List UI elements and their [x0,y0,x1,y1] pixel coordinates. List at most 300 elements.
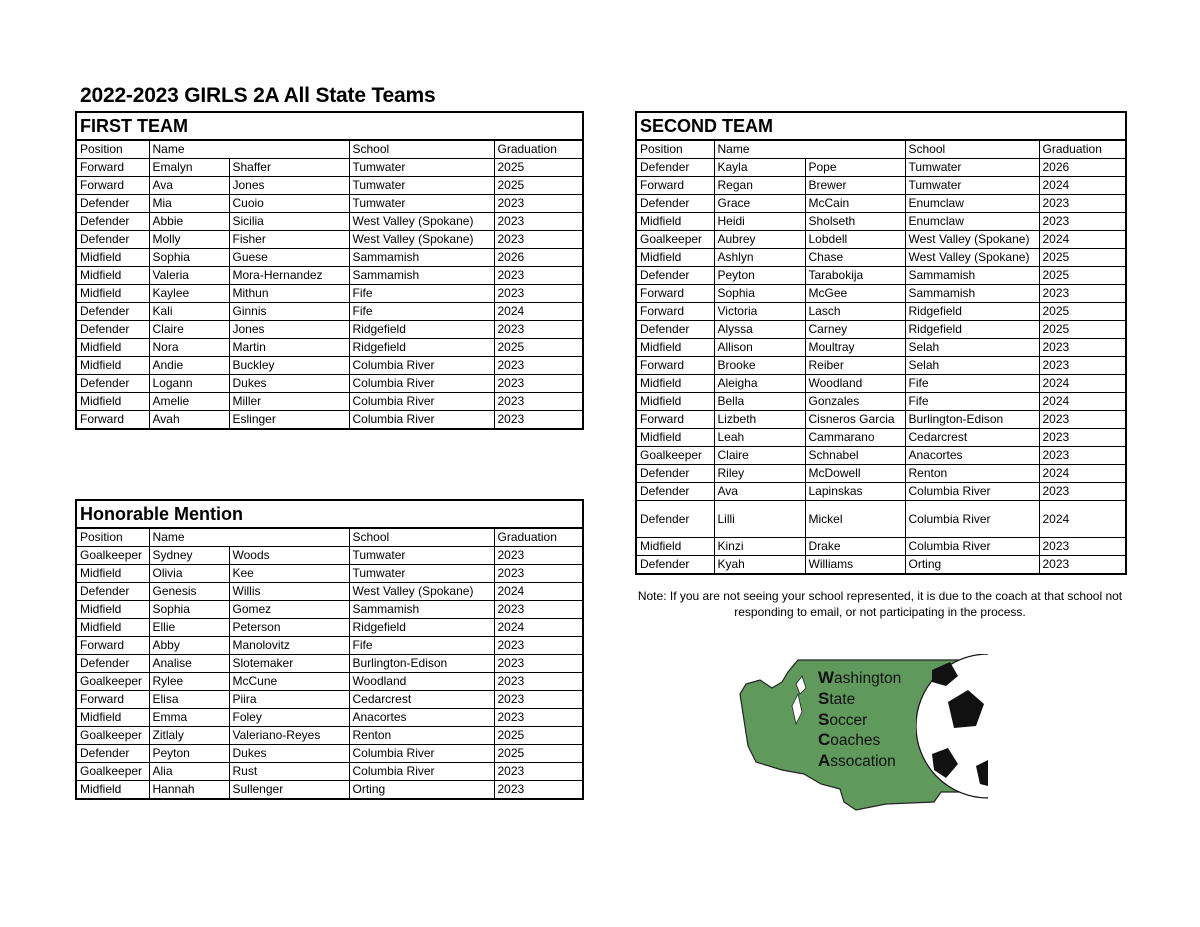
cell-graduation: 2024 [1039,501,1126,538]
table-row [76,637,583,655]
cell-last-name: Woods [229,547,349,565]
cell-position: Forward [636,177,714,195]
cell-graduation: 2023 [1039,339,1126,357]
table-row [636,339,1126,357]
cell-graduation: 2023 [494,411,583,430]
table-row [76,727,583,745]
table-header-row [76,140,583,159]
cell-school: Columbia River [349,763,494,781]
cell-graduation: 2025 [494,745,583,763]
cell-graduation: 2023 [1039,411,1126,429]
cell-school: Orting [349,781,494,800]
cell-first-name: Aleigha [714,375,805,393]
cell-first-name: Alia [149,763,229,781]
cell-graduation: 2023 [1039,195,1126,213]
cell-school: Anacortes [905,447,1039,465]
cell-school: Sammamish [905,267,1039,285]
header-graduation: Graduation [1039,140,1126,159]
cell-last-name: Williams [805,556,905,575]
cell-position: Defender [76,321,149,339]
cell-graduation: 2023 [494,231,583,249]
cell-graduation: 2023 [494,195,583,213]
cell-last-name: Gomez [229,601,349,619]
table-row [76,745,583,763]
cell-school: Fife [349,303,494,321]
first-team-title: FIRST TEAM [76,112,583,140]
cell-last-name: Kee [229,565,349,583]
table-row [636,538,1126,556]
table-row [636,267,1126,285]
cell-position: Midfield [76,781,149,800]
cell-graduation: 2023 [494,267,583,285]
cell-school: Anacortes [349,709,494,727]
table-row [76,159,583,177]
cell-last-name: Rust [229,763,349,781]
cell-last-name: Moultray [805,339,905,357]
cell-school: Sammamish [905,285,1039,303]
cell-graduation: 2023 [1039,538,1126,556]
cell-school: Tumwater [349,565,494,583]
cell-graduation: 2025 [494,339,583,357]
cell-graduation: 2023 [494,393,583,411]
cell-first-name: Rylee [149,673,229,691]
cell-last-name: Carney [805,321,905,339]
cell-school: Columbia River [349,375,494,393]
cell-school: Fife [349,285,494,303]
cell-position: Midfield [636,393,714,411]
cell-first-name: Lilli [714,501,805,538]
cell-position: Defender [636,501,714,538]
cell-school: Fife [905,375,1039,393]
cell-first-name: Sydney [149,547,229,565]
table-row [76,195,583,213]
cell-position: Midfield [636,538,714,556]
cell-school: Tumwater [349,547,494,565]
cell-first-name: Olivia [149,565,229,583]
table-row [76,709,583,727]
cell-last-name: Valeriano-Reyes [229,727,349,745]
cell-last-name: Dukes [229,375,349,393]
first-team-table [75,111,584,430]
table-row [636,429,1126,447]
cell-last-name: Mickel [805,501,905,538]
cell-school: Cedarcrest [905,429,1039,447]
cell-first-name: Mia [149,195,229,213]
cell-school: Columbia River [349,411,494,430]
cell-last-name: Miller [229,393,349,411]
cell-last-name: Ginnis [229,303,349,321]
logo-text: Washington State Soccer Coaches Assocation [818,668,902,771]
cell-last-name: Dukes [229,745,349,763]
cell-school: Columbia River [905,483,1039,501]
table-row [76,393,583,411]
cell-graduation: 2025 [1039,249,1126,267]
cell-first-name: Ellie [149,619,229,637]
cell-position: Midfield [76,285,149,303]
cell-last-name: Shaffer [229,159,349,177]
cell-position: Defender [636,195,714,213]
header-school: School [905,140,1039,159]
cell-position: Midfield [636,429,714,447]
table-row [76,321,583,339]
cell-graduation: 2023 [1039,213,1126,231]
cell-school: Columbia River [905,538,1039,556]
table-row [636,447,1126,465]
table-row [76,763,583,781]
cell-first-name: Hannah [149,781,229,800]
table-row [76,249,583,267]
cell-school: Tumwater [905,177,1039,195]
cell-last-name: Drake [805,538,905,556]
cell-position: Defender [636,556,714,575]
table-row [636,303,1126,321]
cell-position: Defender [76,375,149,393]
table-row [636,411,1126,429]
cell-first-name: Zitlaly [149,727,229,745]
table-row [76,547,583,565]
cell-graduation: 2024 [494,303,583,321]
cell-position: Forward [636,357,714,375]
cell-first-name: Kaylee [149,285,229,303]
cell-graduation: 2026 [1039,159,1126,177]
table-row [76,231,583,249]
cell-graduation: 2024 [1039,231,1126,249]
table-header-row [636,140,1126,159]
cell-position: Midfield [76,357,149,375]
header-position: Position [76,528,149,547]
cell-school: Ridgefield [905,321,1039,339]
cell-position: Midfield [636,375,714,393]
cell-first-name: Amelie [149,393,229,411]
cell-position: Forward [636,285,714,303]
page-title: 2022-2023 GIRLS 2A All State Teams [80,84,436,107]
table-row [636,213,1126,231]
cell-position: Defender [76,583,149,601]
cell-first-name: Elisa [149,691,229,709]
cell-last-name: Cuoio [229,195,349,213]
cell-school: Orting [905,556,1039,575]
table-row [636,231,1126,249]
table-row [76,565,583,583]
cell-graduation: 2025 [494,727,583,745]
cell-graduation: 2024 [1039,393,1126,411]
header-position: Position [76,140,149,159]
cell-position: Goalkeeper [76,673,149,691]
table-row [636,249,1126,267]
cell-first-name: Lizbeth [714,411,805,429]
cell-school: Burlington-Edison [905,411,1039,429]
cell-school: Burlington-Edison [349,655,494,673]
cell-position: Goalkeeper [76,763,149,781]
cell-last-name: McGee [805,285,905,303]
cell-position: Goalkeeper [636,447,714,465]
cell-last-name: Pope [805,159,905,177]
cell-graduation: 2023 [494,655,583,673]
cell-school: Columbia River [349,745,494,763]
table-row [76,583,583,601]
header-graduation: Graduation [494,528,583,547]
cell-position: Forward [636,411,714,429]
header-name: Name [149,528,349,547]
cell-school: West Valley (Spokane) [349,213,494,231]
cell-position: Defender [636,483,714,501]
cell-school: Sammamish [349,267,494,285]
cell-position: Midfield [76,565,149,583]
cell-first-name: Grace [714,195,805,213]
cell-last-name: Gonzales [805,393,905,411]
cell-graduation: 2023 [494,763,583,781]
cell-first-name: Sophia [149,249,229,267]
cell-position: Defender [76,213,149,231]
cell-first-name: Analise [149,655,229,673]
table-row [76,303,583,321]
cell-position: Defender [76,195,149,213]
cell-position: Forward [76,691,149,709]
cell-position: Midfield [76,339,149,357]
cell-position: Goalkeeper [76,547,149,565]
cell-graduation: 2023 [494,213,583,231]
cell-school: Selah [905,339,1039,357]
cell-graduation: 2023 [494,375,583,393]
table-row [76,655,583,673]
table-row [636,556,1126,575]
cell-school: Ridgefield [905,303,1039,321]
cell-first-name: Valeria [149,267,229,285]
cell-first-name: Ava [714,483,805,501]
cell-last-name: Chase [805,249,905,267]
cell-school: Tumwater [349,195,494,213]
table-row [76,267,583,285]
cell-position: Forward [636,303,714,321]
cell-last-name: Tarabokija [805,267,905,285]
table-row [76,213,583,231]
cell-school: Sammamish [349,601,494,619]
cell-first-name: Regan [714,177,805,195]
table-row [76,375,583,393]
cell-last-name: Brewer [805,177,905,195]
cell-position: Midfield [636,339,714,357]
second-team-table [635,111,1127,575]
cell-last-name: Slotemaker [229,655,349,673]
cell-position: Defender [636,267,714,285]
table-row [76,357,583,375]
cell-graduation: 2025 [494,159,583,177]
cell-last-name: Lasch [805,303,905,321]
table-row [636,375,1126,393]
cell-first-name: Logann [149,375,229,393]
cell-last-name: Jones [229,321,349,339]
cell-first-name: Alyssa [714,321,805,339]
table-row [76,601,583,619]
cell-last-name: McCain [805,195,905,213]
cell-first-name: Genesis [149,583,229,601]
cell-first-name: Molly [149,231,229,249]
cell-last-name: Martin [229,339,349,357]
cell-position: Defender [76,745,149,763]
cell-school: Columbia River [349,393,494,411]
cell-school: Enumclaw [905,195,1039,213]
cell-school: Columbia River [349,357,494,375]
cell-position: Forward [76,177,149,195]
honorable-mention-title: Honorable Mention [76,500,583,528]
cell-first-name: Nora [149,339,229,357]
cell-position: Goalkeeper [636,231,714,249]
table-row [76,673,583,691]
header-name: Name [149,140,349,159]
cell-last-name: Fisher [229,231,349,249]
cell-first-name: Peyton [149,745,229,763]
cell-graduation: 2025 [1039,303,1126,321]
cell-school: Columbia River [905,501,1039,538]
header-school: School [349,140,494,159]
table-row [636,393,1126,411]
cell-position: Midfield [76,601,149,619]
cell-last-name: Sicilia [229,213,349,231]
cell-position: Defender [636,465,714,483]
cell-first-name: Emalyn [149,159,229,177]
cell-school: Renton [349,727,494,745]
table-row [76,411,583,430]
cell-graduation: 2024 [1039,465,1126,483]
cell-last-name: Willis [229,583,349,601]
cell-position: Defender [76,231,149,249]
cell-position: Midfield [76,709,149,727]
cell-first-name: Claire [149,321,229,339]
cell-graduation: 2023 [494,565,583,583]
cell-last-name: Buckley [229,357,349,375]
cell-first-name: Kyah [714,556,805,575]
cell-graduation: 2024 [1039,375,1126,393]
cell-last-name: Lapinskas [805,483,905,501]
cell-first-name: Heidi [714,213,805,231]
cell-last-name: Lobdell [805,231,905,249]
cell-school: West Valley (Spokane) [349,231,494,249]
cell-graduation: 2023 [494,357,583,375]
table-row [76,619,583,637]
cell-school: Tumwater [905,159,1039,177]
cell-graduation: 2023 [1039,285,1126,303]
cell-graduation: 2025 [1039,267,1126,285]
cell-last-name: Mora-Hernandez [229,267,349,285]
cell-graduation: 2023 [494,547,583,565]
cell-graduation: 2023 [494,321,583,339]
cell-position: Goalkeeper [76,727,149,745]
cell-graduation: 2023 [1039,357,1126,375]
cell-last-name: Guese [229,249,349,267]
cell-first-name: Peyton [714,267,805,285]
cell-last-name: McCune [229,673,349,691]
table-row [636,501,1126,538]
second-team-title: SECOND TEAM [636,112,1126,140]
cell-school: West Valley (Spokane) [905,249,1039,267]
cell-graduation: 2023 [1039,556,1126,575]
table-row [636,195,1126,213]
table-row [636,159,1126,177]
cell-school: Selah [905,357,1039,375]
cell-graduation: 2023 [1039,429,1126,447]
cell-first-name: Emma [149,709,229,727]
cell-position: Midfield [76,619,149,637]
cell-graduation: 2024 [494,583,583,601]
header-name: Name [714,140,905,159]
note-line: responding to email, or not participating in the process. [734,605,1026,619]
cell-school: West Valley (Spokane) [349,583,494,601]
cell-first-name: Ava [149,177,229,195]
cell-position: Midfield [76,267,149,285]
cell-last-name: Schnabel [805,447,905,465]
cell-first-name: Allison [714,339,805,357]
cell-last-name: McDowell [805,465,905,483]
cell-last-name: Foley [229,709,349,727]
table-row [636,321,1126,339]
cell-graduation: 2023 [494,673,583,691]
cell-graduation: 2023 [494,285,583,303]
cell-last-name: Reiber [805,357,905,375]
cell-graduation: 2024 [1039,177,1126,195]
cell-first-name: Claire [714,447,805,465]
cell-last-name: Cammarano [805,429,905,447]
header-position: Position [636,140,714,159]
cell-last-name: Jones [229,177,349,195]
cell-first-name: Victoria [714,303,805,321]
cell-position: Defender [76,303,149,321]
header-school: School [349,528,494,547]
table-row [76,781,583,800]
table-header-row [76,528,583,547]
table-row [76,691,583,709]
cell-first-name: Abby [149,637,229,655]
cell-graduation: 2023 [494,691,583,709]
cell-last-name: Eslinger [229,411,349,430]
cell-position: Midfield [76,393,149,411]
cell-position: Defender [636,159,714,177]
table-row [76,177,583,195]
cell-school: Cedarcrest [349,691,494,709]
cell-school: Fife [905,393,1039,411]
cell-first-name: Leah [714,429,805,447]
cell-graduation: 2023 [1039,447,1126,465]
cell-school: Fife [349,637,494,655]
cell-position: Defender [76,655,149,673]
cell-last-name: Mithun [229,285,349,303]
cell-graduation: 2023 [494,709,583,727]
cell-school: Renton [905,465,1039,483]
cell-last-name: Cisneros Garcia [805,411,905,429]
cell-last-name: Sholseth [805,213,905,231]
header-graduation: Graduation [494,140,583,159]
table-row [636,465,1126,483]
cell-graduation: 2023 [494,781,583,800]
cell-graduation: 2025 [1039,321,1126,339]
cell-school: Ridgefield [349,321,494,339]
cell-school: West Valley (Spokane) [905,231,1039,249]
cell-last-name: Manolovitz [229,637,349,655]
cell-position: Midfield [76,249,149,267]
cell-first-name: Kayla [714,159,805,177]
cell-first-name: Kinzi [714,538,805,556]
cell-first-name: Ashlyn [714,249,805,267]
cell-school: Tumwater [349,159,494,177]
cell-first-name: Avah [149,411,229,430]
cell-school: Enumclaw [905,213,1039,231]
table-row [76,339,583,357]
cell-graduation: 2023 [494,601,583,619]
table-row [636,177,1126,195]
cell-last-name: Piira [229,691,349,709]
cell-first-name: Abbie [149,213,229,231]
cell-graduation: 2023 [494,637,583,655]
note-text [630,588,1130,620]
